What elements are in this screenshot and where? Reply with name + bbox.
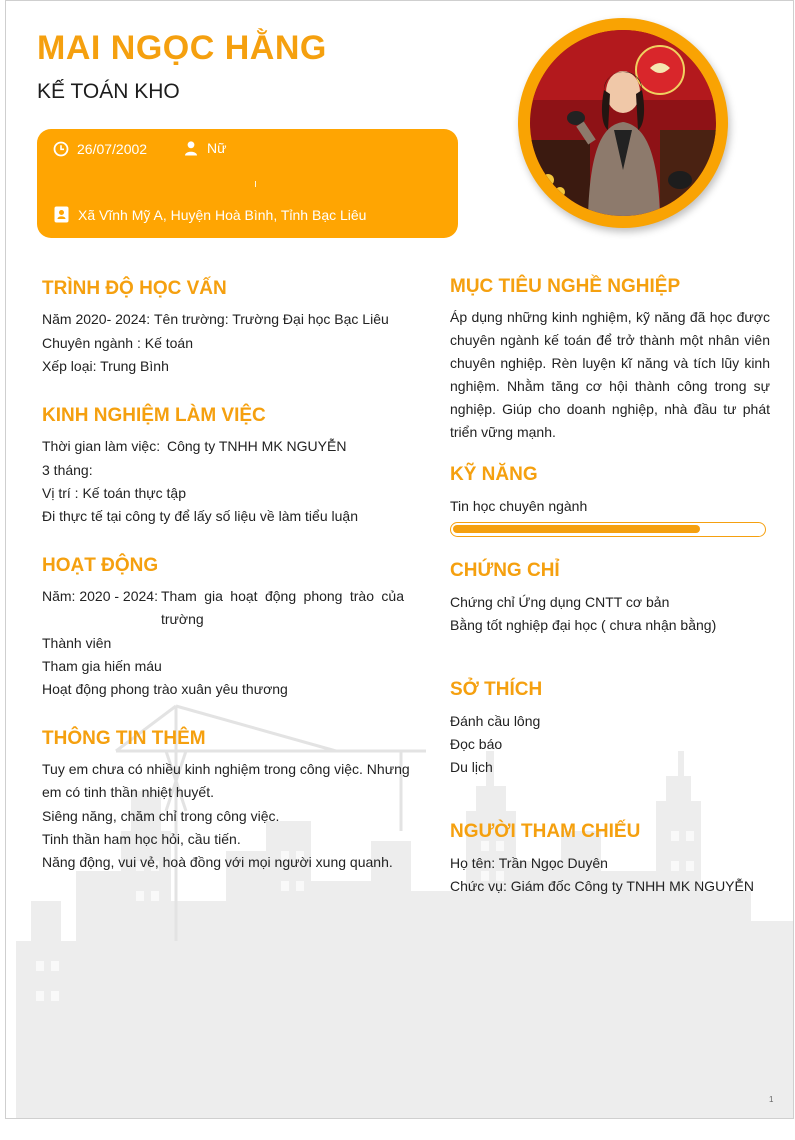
avatar (530, 30, 716, 216)
education-major: Chuyên ngành : Kế toán (42, 335, 194, 351)
activities-period: Năm: 2020 - 2024: (42, 588, 158, 604)
activity-item: Hoạt động phong trào xuân yêu thương (42, 681, 288, 697)
certificates-heading: CHỨNG CHỈ (450, 560, 560, 581)
experience-label: Thời gian làm việc: (42, 438, 161, 454)
experience-company: Công ty TNHH MK NGUYỄN (167, 438, 347, 454)
experience-position: Vị trí : Kế toán thực tập (42, 485, 186, 501)
candidate-title: KẾ TOÁN KHO (37, 80, 180, 103)
education-school-row (42, 308, 402, 331)
extra-info-heading: THÔNG TIN THÊM (42, 728, 206, 749)
experience-heading: KINH NGHIỆM LÀM VIỆC (42, 405, 266, 426)
hobby-item: Đánh cầu lông (450, 713, 541, 729)
divider-mark (255, 181, 256, 187)
candidate-name: MAI NGỌC HẰNG (37, 29, 327, 67)
cv-page (5, 0, 794, 1119)
objective-heading: MỤC TIÊU NGHỀ NGHIỆP (450, 276, 681, 297)
skill-level-fill (453, 525, 700, 533)
reference-heading: NGƯỜI THAM CHIẾU (450, 821, 641, 842)
birth-date-item (53, 141, 147, 157)
extra-info-item: Tinh thần ham học hỏi, cầu tiến. (42, 831, 241, 847)
personal-info-box (37, 129, 458, 238)
extra-info-paragraph: Tuy em chưa có nhiều kinh nghiệm trong công việc. Nhưng em có tinh thần nhiệt huyết. (42, 761, 410, 800)
reference-name: Họ tên: Trần Ngọc Duyên (450, 855, 608, 871)
gender-item (183, 140, 226, 156)
hobby-item: Đọc báo (450, 736, 503, 752)
certificate-item: Bằng tốt nghiệp đại học ( chưa nhận bằng) (450, 617, 717, 633)
hobbies-heading: SỞ THÍCH (450, 679, 543, 700)
address-item (53, 206, 366, 223)
extra-info-item: Siêng năng, chăm chỉ trong công việc. (42, 808, 280, 824)
hobby-item: Du lịch (450, 759, 493, 775)
activity-item: Thành viên (42, 635, 112, 651)
education-period: Năm 2020- 2024: (42, 311, 151, 327)
reference-position: Chức vụ: Giám đốc Công ty TNHH MK NGUYỄN (450, 878, 754, 894)
activities-first-row (42, 585, 404, 631)
certificate-item: Chứng chỉ Ứng dụng CNTT cơ bản (450, 594, 670, 610)
experience-company-row (42, 435, 402, 458)
avatar-frame (518, 18, 728, 228)
activities-first: Tham gia hoạt động phong trào của trường (161, 588, 404, 627)
education-heading: TRÌNH ĐỘ HỌC VẤN (42, 278, 227, 299)
address: Xã Vĩnh Mỹ A, Huyện Hoà Bình, Tỉnh Bạc Liêu (78, 206, 367, 223)
education-rank: Xếp loại: Trung Bình (42, 358, 169, 374)
clock-icon (53, 141, 69, 157)
skill-level-bar (450, 522, 766, 537)
gender: Nữ (207, 140, 227, 156)
address-book-icon (53, 206, 70, 223)
education-school: Tên trường: Trường Đại học Bạc Liêu (154, 311, 389, 327)
objective-text: Áp dụng những kinh nghiệm, kỹ năng đã học được chuyên ngành kế toán để trở thành một nhân viên chuyên nghiệp. Rèn luyện kĩ năng và tích lũy kinh nghiệm. Nhằm tăng cơ hội thành công trong sự nghiệp. Giúp cho doanh nghiệp, nhà đầu tư phát triển vững mạnh. (450, 309, 770, 440)
experience-duration: 3 tháng: (42, 462, 93, 478)
user-icon (183, 140, 199, 156)
experience-description: Đi thực tế tại công ty để lấy số liệu về làm tiểu luận (42, 508, 358, 524)
activities-heading: HOẠT ĐỘNG (42, 555, 159, 576)
skills-heading: KỸ NĂNG (450, 464, 538, 485)
extra-info-item: Năng động, vui vẻ, hoà đồng với mọi người xung quanh. (42, 854, 393, 870)
birth-date: 26/07/2002 (77, 141, 148, 157)
page-footer-mark: 1 (769, 1095, 774, 1104)
skill-name: Tin học chuyên ngành (450, 498, 588, 514)
cv-content (6, 1, 794, 1119)
activity-item: Tham gia hiến máu (42, 658, 162, 674)
